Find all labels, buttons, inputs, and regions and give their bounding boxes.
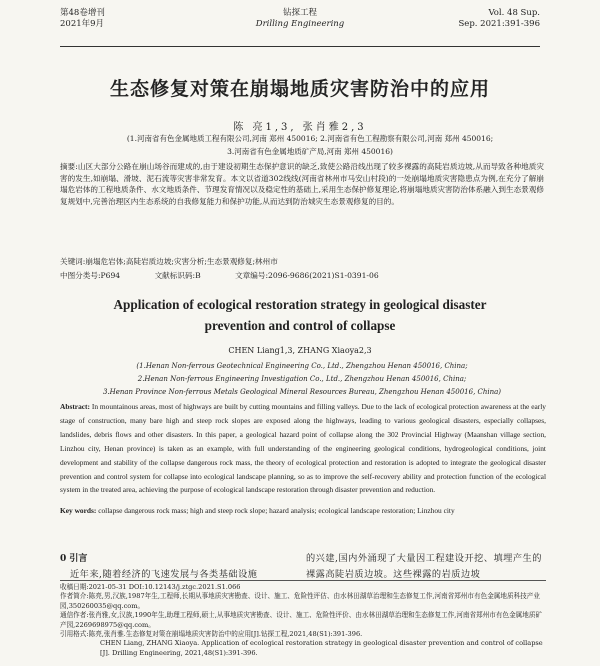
authors-chinese: 陈 亮1,3, 张肖雅2,3 bbox=[233, 122, 367, 133]
keywords-text: collapse dangerous rock mass; high and steep rock slope; hazard analysis; ecological landscape restoration; Linzhou city bbox=[98, 506, 455, 515]
section-heading-intro: 0 引言 bbox=[60, 554, 88, 564]
affiliation-en-1: (1.Henan Non-ferrous Geotechnical Engineering Co., Ltd., Zhengzhou Henan 450016, China; bbox=[136, 362, 468, 370]
running-header bbox=[60, 6, 540, 47]
title-english: Application of ecological restoration strategy in geological disaster prevention and control of collapse bbox=[113, 297, 487, 333]
header-left: 第48卷增刊 2021年9月 bbox=[60, 8, 105, 29]
authors-english: CHEN Liang1,3, ZHANG Xiaoya2,3 bbox=[228, 346, 372, 355]
header-center: 钻探工程 Drilling Engineering bbox=[255, 8, 345, 29]
title-chinese: 生态修复对策在崩塌地质灾害防治中的应用 bbox=[109, 78, 490, 100]
citation-english-1: CHEN Liang, ZHANG Xiaoya. Application of ecological restoration strategy in geological disaster prevention and control of collapse bbox=[100, 639, 543, 648]
affiliation-cn-2: 3.河南省有色金属地质矿产局,河南 郑州 450016) bbox=[227, 147, 393, 156]
affiliation-en-2: 2.Henan Non-ferrous Engineering Investigation Co., Ltd., Zhengzhou Henan 450016, China; bbox=[137, 375, 467, 383]
intro-text-right: 的兴建,国内外涌现了大量因工程建设开挖、填埋产生的裸露高陡岩质边坡。这些裸露的岩质边坡 bbox=[306, 553, 542, 580]
keywords-chinese: 关键词:崩塌危岩体;高陡岩质边坡;灾害分析;生态景观修复;林州市 bbox=[60, 257, 278, 266]
author-bio-1: 作者简介:陈亮,男,汉族,1987年生,工程师,长期从事地质灾害勘查、设计、施工、危险性评估、由水林田湖草治理和生态修复工作,河南省郑州市有色金属地质科技产业园,350260035@qq.com。 bbox=[60, 592, 540, 610]
header-right: Vol. 48 Sup. Sep. 2021:391-396 bbox=[458, 8, 540, 29]
author-bio-2: 通信作者:张肖雅,女,汉族,1990年生,助理工程师,硕士,从事地质灾害勘查、设计、施工、危险性评价、由水林田湖草治理和生态修复工作,河南省郑州市有色金属地质矿产园,2269698975@qq.com。 bbox=[60, 611, 543, 629]
affiliation-en-3: 3.Henan Province Non-ferrous Metals Geological Mineral Resources Bureau, Zhengzhou Henan 450016, China) bbox=[102, 388, 502, 396]
clc-number: 中图分类号:P694 bbox=[60, 271, 121, 280]
document-code: 文献标识码:B bbox=[154, 271, 201, 280]
received-date: 收稿日期:2021-05-31 DOI:10.12143/j.ztgc.2021.S1.066 bbox=[60, 583, 241, 591]
keywords-english bbox=[60, 504, 546, 517]
intro-text-left: 近年来,随着经济的飞速发展与各类基础设施 bbox=[70, 569, 258, 580]
affiliation-cn-1: (1.河南省有色金属地质工程有限公司,河南 郑州 450016; 2.河南省有色工程勘察有限公司,河南 郑州 450016; bbox=[126, 134, 494, 143]
abstract-chinese: 摘要:山区大部分公路在崩山场谷而建成的,由于建设初期生态保护意识的缺乏,致使公路沿线出现了较多裸露的高陡岩质边坡,从而导致各种地质灾害的发生,如崩塌、滑坡、泥石流等灾害非常发育。本文以省道302线线(河南省林州市马安山村段)的一处崩塌地质灾害隐患点为例,在充分了解崩塌危岩体的工程地质条件、水文地质条件、节理发育情况以及稳定性的基础上,采用生态保护修复理论,将崩塌地质灾害防治体系融入到生态景观修复规划中,完善治理区内生态系统的自我修复能力和保护功能,从而达到防治城灾生态景观修复的目的。 bbox=[60, 162, 544, 206]
citation-english-2: [J]. Drilling Engineering, 2021,48(S1):391-396. bbox=[100, 648, 258, 657]
abstract-label: Abstract: bbox=[60, 402, 90, 411]
classification-line bbox=[60, 270, 544, 281]
abstract-text: In mountainous areas, most of highways are built by cutting mountains and filling valleys. Due to the lack of ecological protection awareness at the early stage of construction, many bare high and steep rock slopes are exposed along the highways, leading to various geological disasters, especially collapses, landslides, debris flows and other disasters. In this paper, a geological hazard point of collapse along the 302 Provincial Highway (Maanshan village section, Linzhou city, Henan province) is taken as an example, with full understanding of the engineering geological conditions, hydrogeological conditions, joint development and stability of the collapse dangerous rock mass, the theory of ecological protection and restoration is adopted to integrate the geological disaster prevention and control system for collapse into ecological landscape planning, so as to improve the self-recovery ability and protection function of the ecological system in the treated area, achieving the purpose of ecological landscape restoration through disaster prevention and reduction. bbox=[60, 402, 546, 495]
abstract-english bbox=[60, 400, 546, 497]
keywords-label: Key words: bbox=[60, 506, 97, 515]
citation-chinese: 引用格式:陈亮,张肖雅.生态修复对策在崩塌地质灾害防治中的应用[J].钻探工程,2021,48(S1):391-396. bbox=[60, 630, 363, 639]
footnotes bbox=[60, 580, 546, 658]
article-number: 文章编号:2096-9686(2021)S1-0391-06 bbox=[235, 271, 379, 280]
